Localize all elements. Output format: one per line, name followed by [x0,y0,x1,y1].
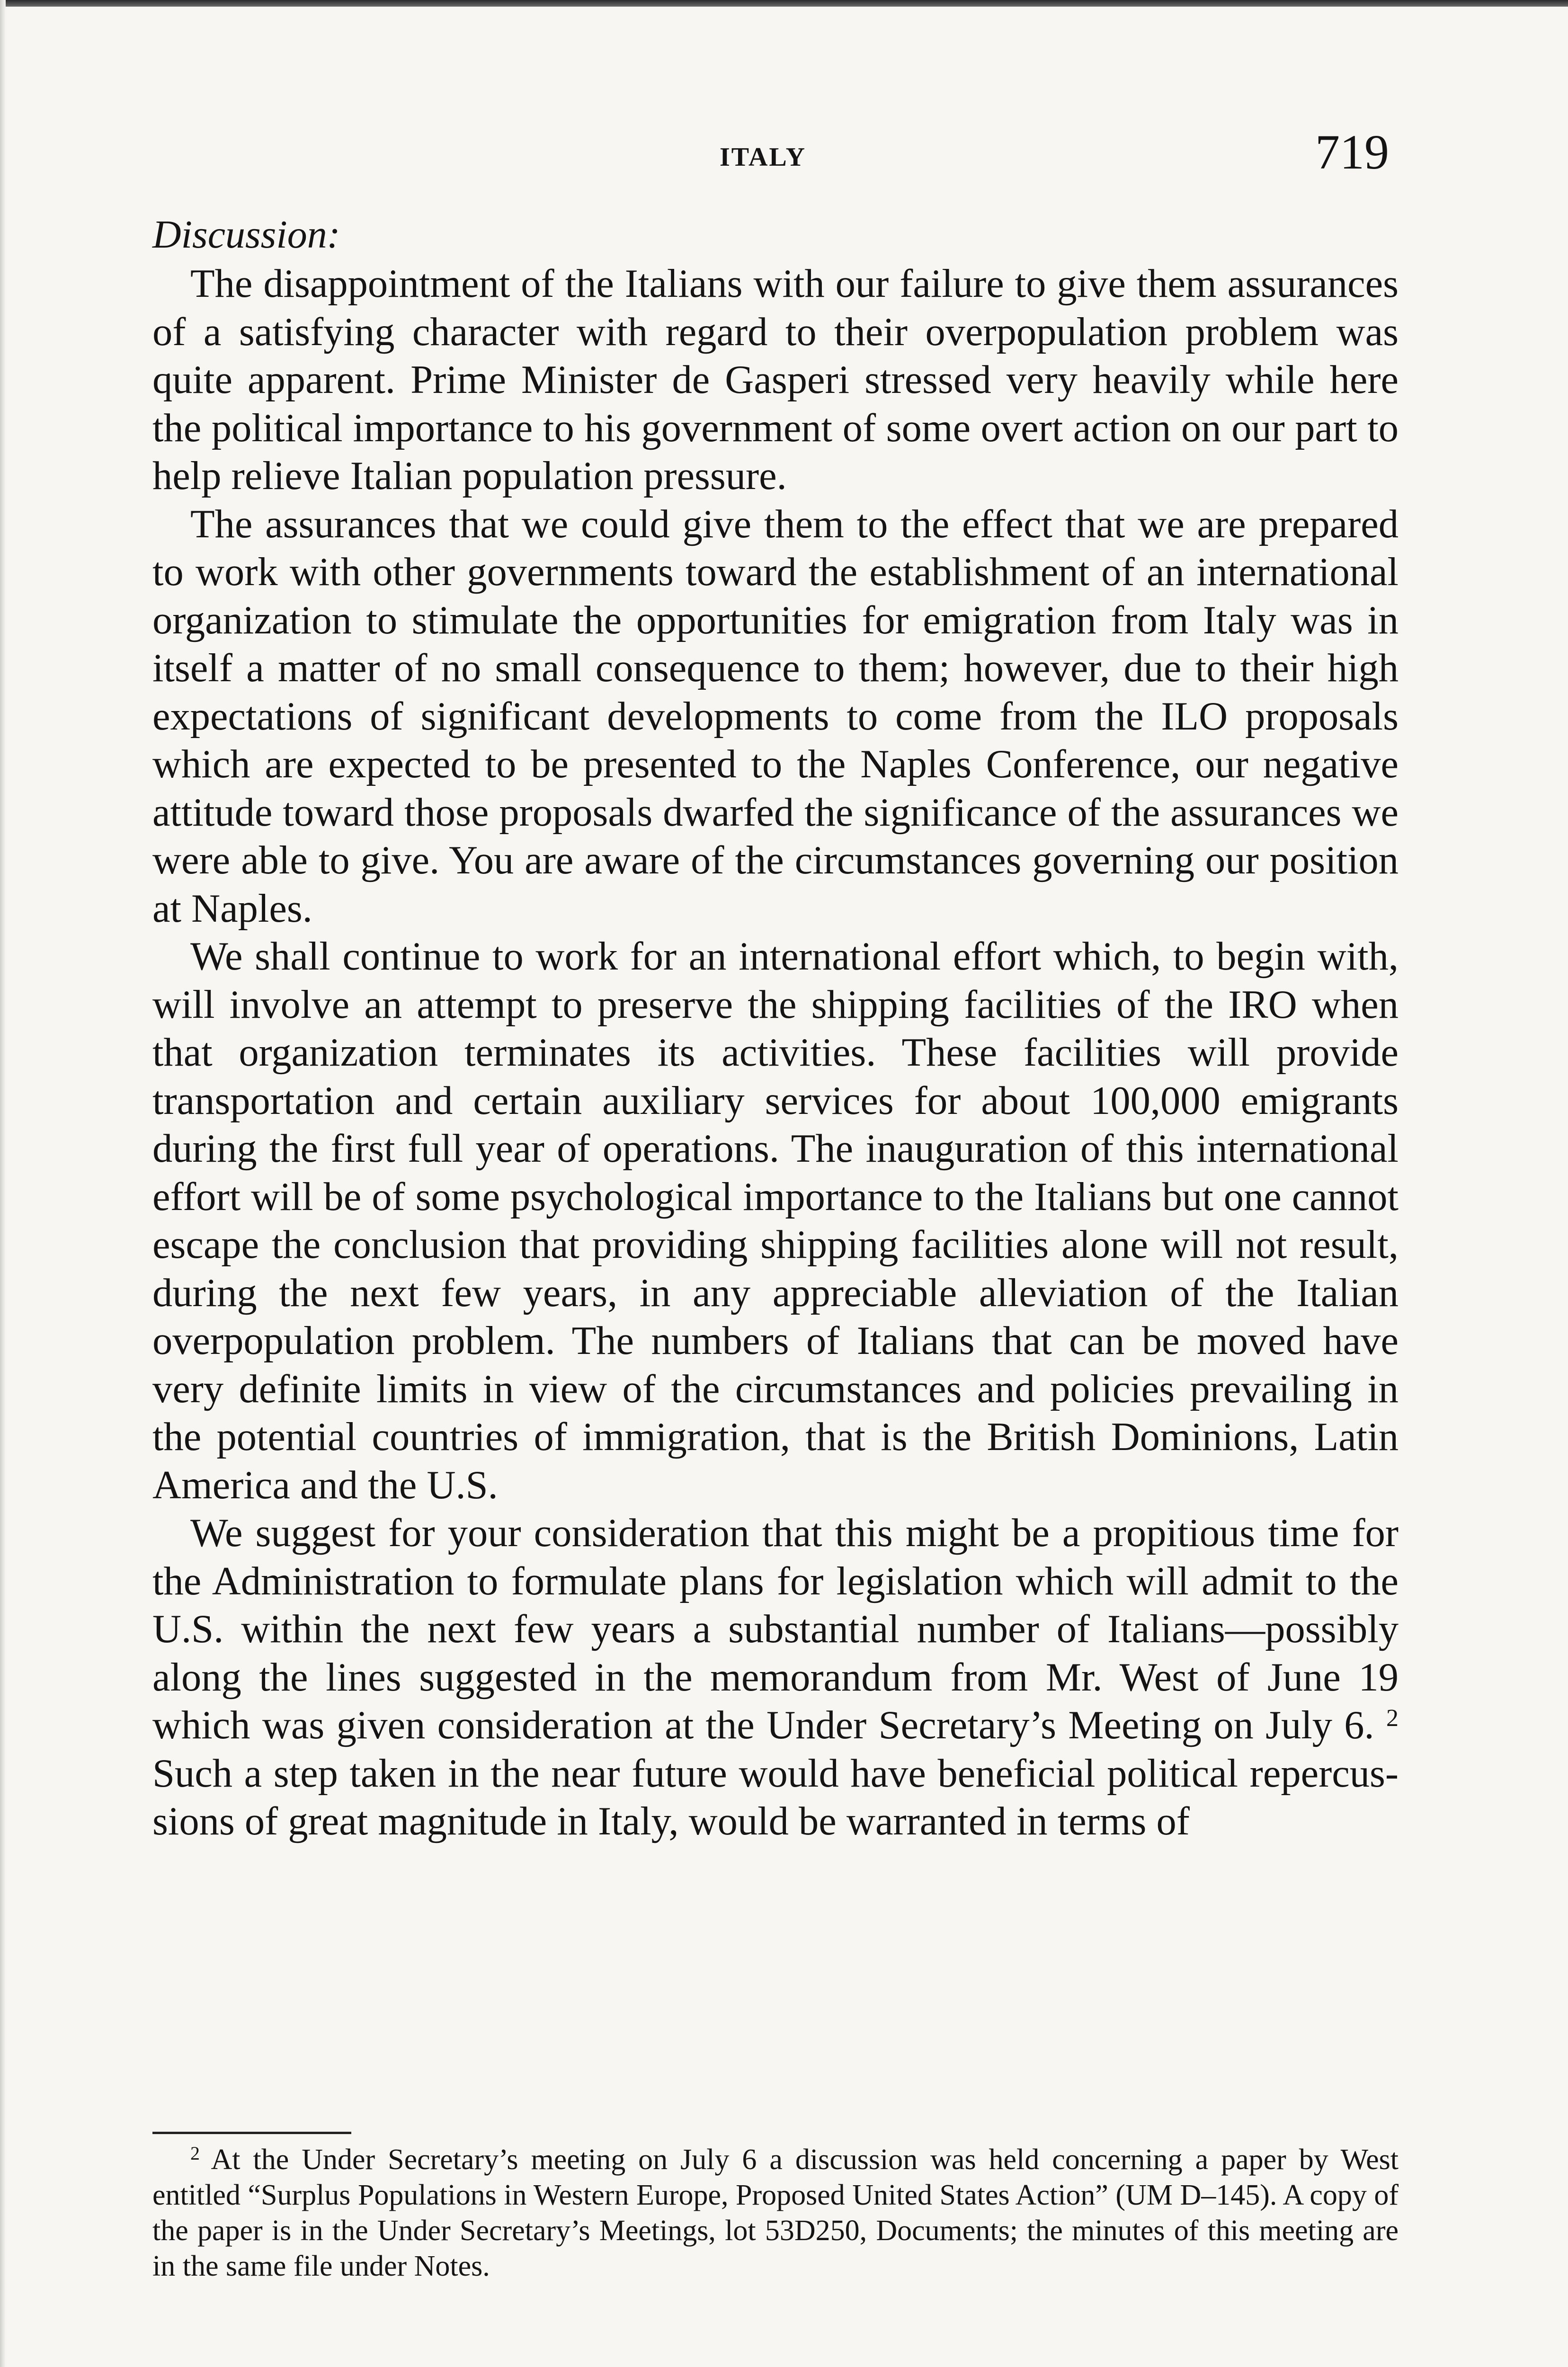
paragraph-4 [152,1509,1399,1846]
footnote-text: At the Under Secretary’s meeting on July 6 a discussion was held concerning a paper by West entitled “Surplus Populations in Western Europe, Proposed United States Action” (UM D–145). A copy of the paper is in the Under Secretary’s Meetings, lot 53D250, Documents; the minutes of this meeting are in the same file under Notes. [152,2144,1399,2282]
running-title: ITALY [720,142,807,172]
paragraph-4-text: We suggest for your consideration that this might be a propitious time for the Administration to formulate plans for legislation which will admit to the U.S. within the next few years a substantial number of Italians—possibly along the lines suggested in the memorandum from Mr. West of June 19 which was given consideration at the Under Secretary’s Meeting on July 6. [152,1511,1399,1747]
body-text [152,211,1399,1846]
footnote-marker: 2 [190,2143,200,2164]
footnote-divider [152,2132,351,2134]
paragraph-1: The disappointment of the Italians with our failure to give them assurances of a satisfying character with regard to their overpopulation problem was quite apparent. Prime Minister de Gasperi stressed very heavily while here the political importance to his government of some overt action on our part to help relieve Italian population pressure. [152,262,1399,498]
paragraph-3: We shall continue to work for an international effort which, to begin with, will involve an attempt to preserve the shipping facilities of the IRO when that organization terminates its activities. These facilities will provide transportation and certain auxiliary services for about 100,000 emigrants during the first full year of operations. The inauguration of this international effort will be of some psychological importance to the Italians but one cannot escape the conclusion that providing shipping facilities alone will not result, during the next few years, in any appreciable alleviation of the Italian overpopulation problem. The numbers of Italians that can be moved have very definite limits in view of the circumstances and policies prevailing in the potential countries of immigration, that is the British Dominions, Latin America and the U.S. [152,934,1399,1507]
page-top-edge [0,0,1568,7]
paragraph-4-continuation: Such a step taken in the near future would have beneficial political repercussions of great magnitude in Italy, would be warranted in terms of [152,1751,1399,1843]
footnote [152,2142,1399,2284]
footnote-reference[interactable]: 2 [1386,1705,1399,1732]
paragraph-2: The assurances that we could give them to the effect that we are prepared to work with other governments toward the establishment of an international organization to stimulate the opportunities for emigration from Italy was in itself a matter of no small consequence to them; however, due to their high expectations of significant developments to come from the ILO proposals which are expected to be presented to the Naples Conference, our negative attitude toward those proposals dwarfed the significance of the assurances we were able to give. You are aware of the circumstances governing our position at Naples. [152,502,1399,931]
section-heading: Discussion: [152,213,340,257]
page-left-edge [0,0,6,2367]
page-number: 719 [1315,125,1389,179]
